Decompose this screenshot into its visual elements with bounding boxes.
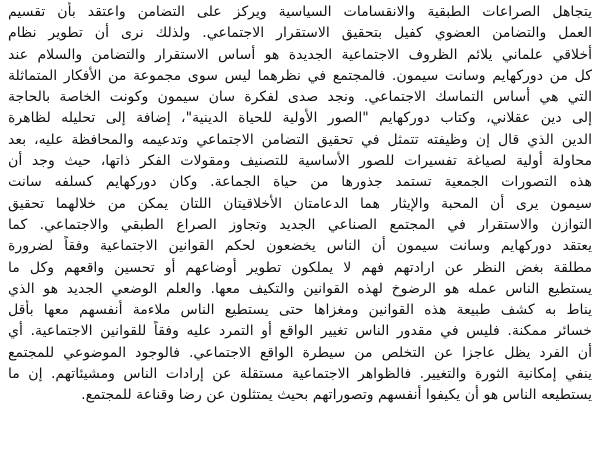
text-line: الدين الذي قال إن وظيفته تتمثل في تحقيق التضامن الاجتماعي وتدعيمه والمحافظة عليه، بعد: [8, 131, 592, 148]
text-line: إلى دين عقلاني، وكتاب دوركهايم "الصور الأولية للحياة الدينية"، إضافة إلى تحليله لظاهرة: [8, 110, 592, 127]
text-line: يتجاهل الصراعات الطبقية والانقسامات السياسية ويركز على التضامن واعتقد بأن تقسيم: [8, 4, 592, 20]
text-line: كل من دوركهايم وسانت سيمون. فالمجتمع في نظرهما ليس سوى مجموعة من الأفكار المتماثلة: [8, 67, 592, 84]
text-line: يعتقد دوركهايم وسانت سيمون أن الناس يخضعون لحكم القوانين الاجتماعية وفقاً لضرورة: [8, 238, 592, 255]
text-line: سيمون يرى أن المحبة والإيثار هما الدعامتان الأخلاقيتان اللتان يمكن من خلالهما تحقيق: [8, 195, 592, 212]
text-line: العمل والتضامن العضوي كفيل بتحقيق الاستقرار الاجتماعي. ولذلك نرى أن تطوير نظام: [8, 25, 592, 42]
text-line: خسائر ممكنة. فليس في مقدور الناس تغيير الواقع أو التمرد عليه وفقاً للقوانين الاجتماعية. أي: [8, 323, 592, 340]
text-line: يناط به كشف طبيعة هذه القوانين ومغزاها حتى يستطيع الناس ملاءمة أنفسهم معها بأقل: [8, 302, 592, 319]
text-line: التي هي أساس التماسك الاجتماعي. ونجد صدى لفكرة سان سيمون وكونت الخاصة بالحاجة: [8, 89, 592, 106]
text-line-last: يستطيعه الناس هو أن يكيفوا أنفسهم وتصوراتهم بحيث يمتثلون عن رضا وقناعة للمجتمع.: [81, 387, 592, 404]
text-line: ينفي إمكانية الثورة والتغيير. فالظواهر الاجتماعية مستقلة عن إرادات الناس ومشيئاتهم. إن ما: [8, 366, 592, 383]
text-line: أخلاقي علماني يلائم الظروف الاجتماعية الجديدة هو أساس الاستقرار والتضامن والسلام عند: [8, 46, 592, 63]
text-line: محاولة أولية لصياغة تفسيرات للصور الأساسية للتصنيف ومقولات الفكر ذاتها، حيث وجد أن: [8, 153, 592, 170]
text-line: أن الفرد يظل عاجزا عن التخلص من سيطرة الواقع الاجتماعي. فالوجود الموضوعي للمجتمع: [8, 344, 592, 361]
text-line: هذه التصورات الجمعية تستمد جذورها من حياة الجماعة. وكان دوركهايم كسلفه سانت: [8, 174, 592, 191]
text-line: التوازن والاستقرار في المجتمع الصناعي الجديد وتجاوز الصراع الطبقي والاجتماعي. كما: [8, 216, 592, 233]
text-line: يستطيع الناس عمله هو الرضوخ لهذه القوانين والتكيف معها. والعلم الوضعي الجديد هو الذي: [8, 280, 592, 297]
text-line: مطلقة بغض النظر عن ارادتهم فهم لا يملكون تطوير أوضاعهم أو تحسين واقعهم وكل ما: [8, 259, 592, 276]
body-text: [8, 2, 592, 407]
